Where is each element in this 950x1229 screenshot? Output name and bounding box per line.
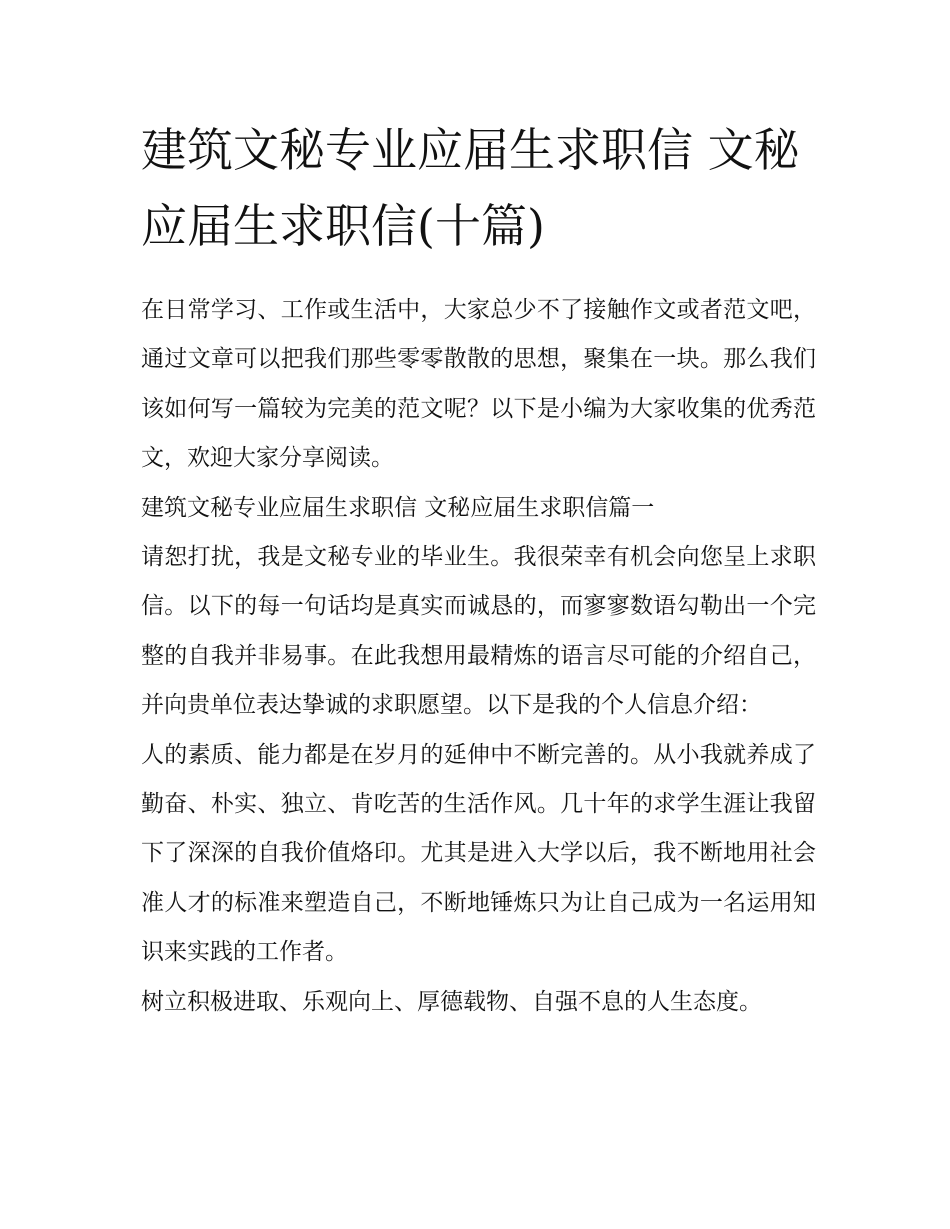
intro-paragraph: 在日常学习、工作或生活中，大家总少不了接触作文或者范文吧，通过文章可以把我们那些零零散散的思想，聚集在一块。那么我们该如何写一篇较为完美的范文呢？以下是小编为大家收集的优秀范文，欢迎大家分享阅读。	[141, 297, 816, 472]
document-content	[141, 112, 816, 1027]
letter-paragraph-1: 请恕打扰，我是文秘专业的毕业生。我很荣幸有机会向您呈上求职信。以下的每一句话均是真实而诚恳的，而寥寥数语勾勒出一个完整的自我并非易事。在此我想用最精炼的语言尽可能的介绍自己，并向贵单位表达挚诚的求职愿望。以下是我的个人信息介绍：	[141, 544, 816, 719]
letter-paragraph-3: 树立积极进取、乐观向上、厚德载物、自强不息的人生态度。	[141, 988, 762, 1015]
document-body	[141, 286, 816, 1027]
section-heading: 建筑文秘专业应届生求职信 文秘应届生求职信篇一	[141, 494, 655, 521]
letter-paragraph-2: 人的素质、能力都是在岁月的延伸中不断完善的。从小我就养成了勤奋、朴实、独立、肯吃苦的生活作风。几十年的求学生涯让我留下了深深的自我价值烙印。尤其是进入大学以后，我不断地用社会准人才的标准来塑造自己，不断地锤炼只为让自己成为一名运用知识来实践的工作者。	[141, 741, 816, 966]
document-title: 建筑文秘专业应届生求职信 文秘应届生求职信(十篇)	[141, 123, 800, 253]
